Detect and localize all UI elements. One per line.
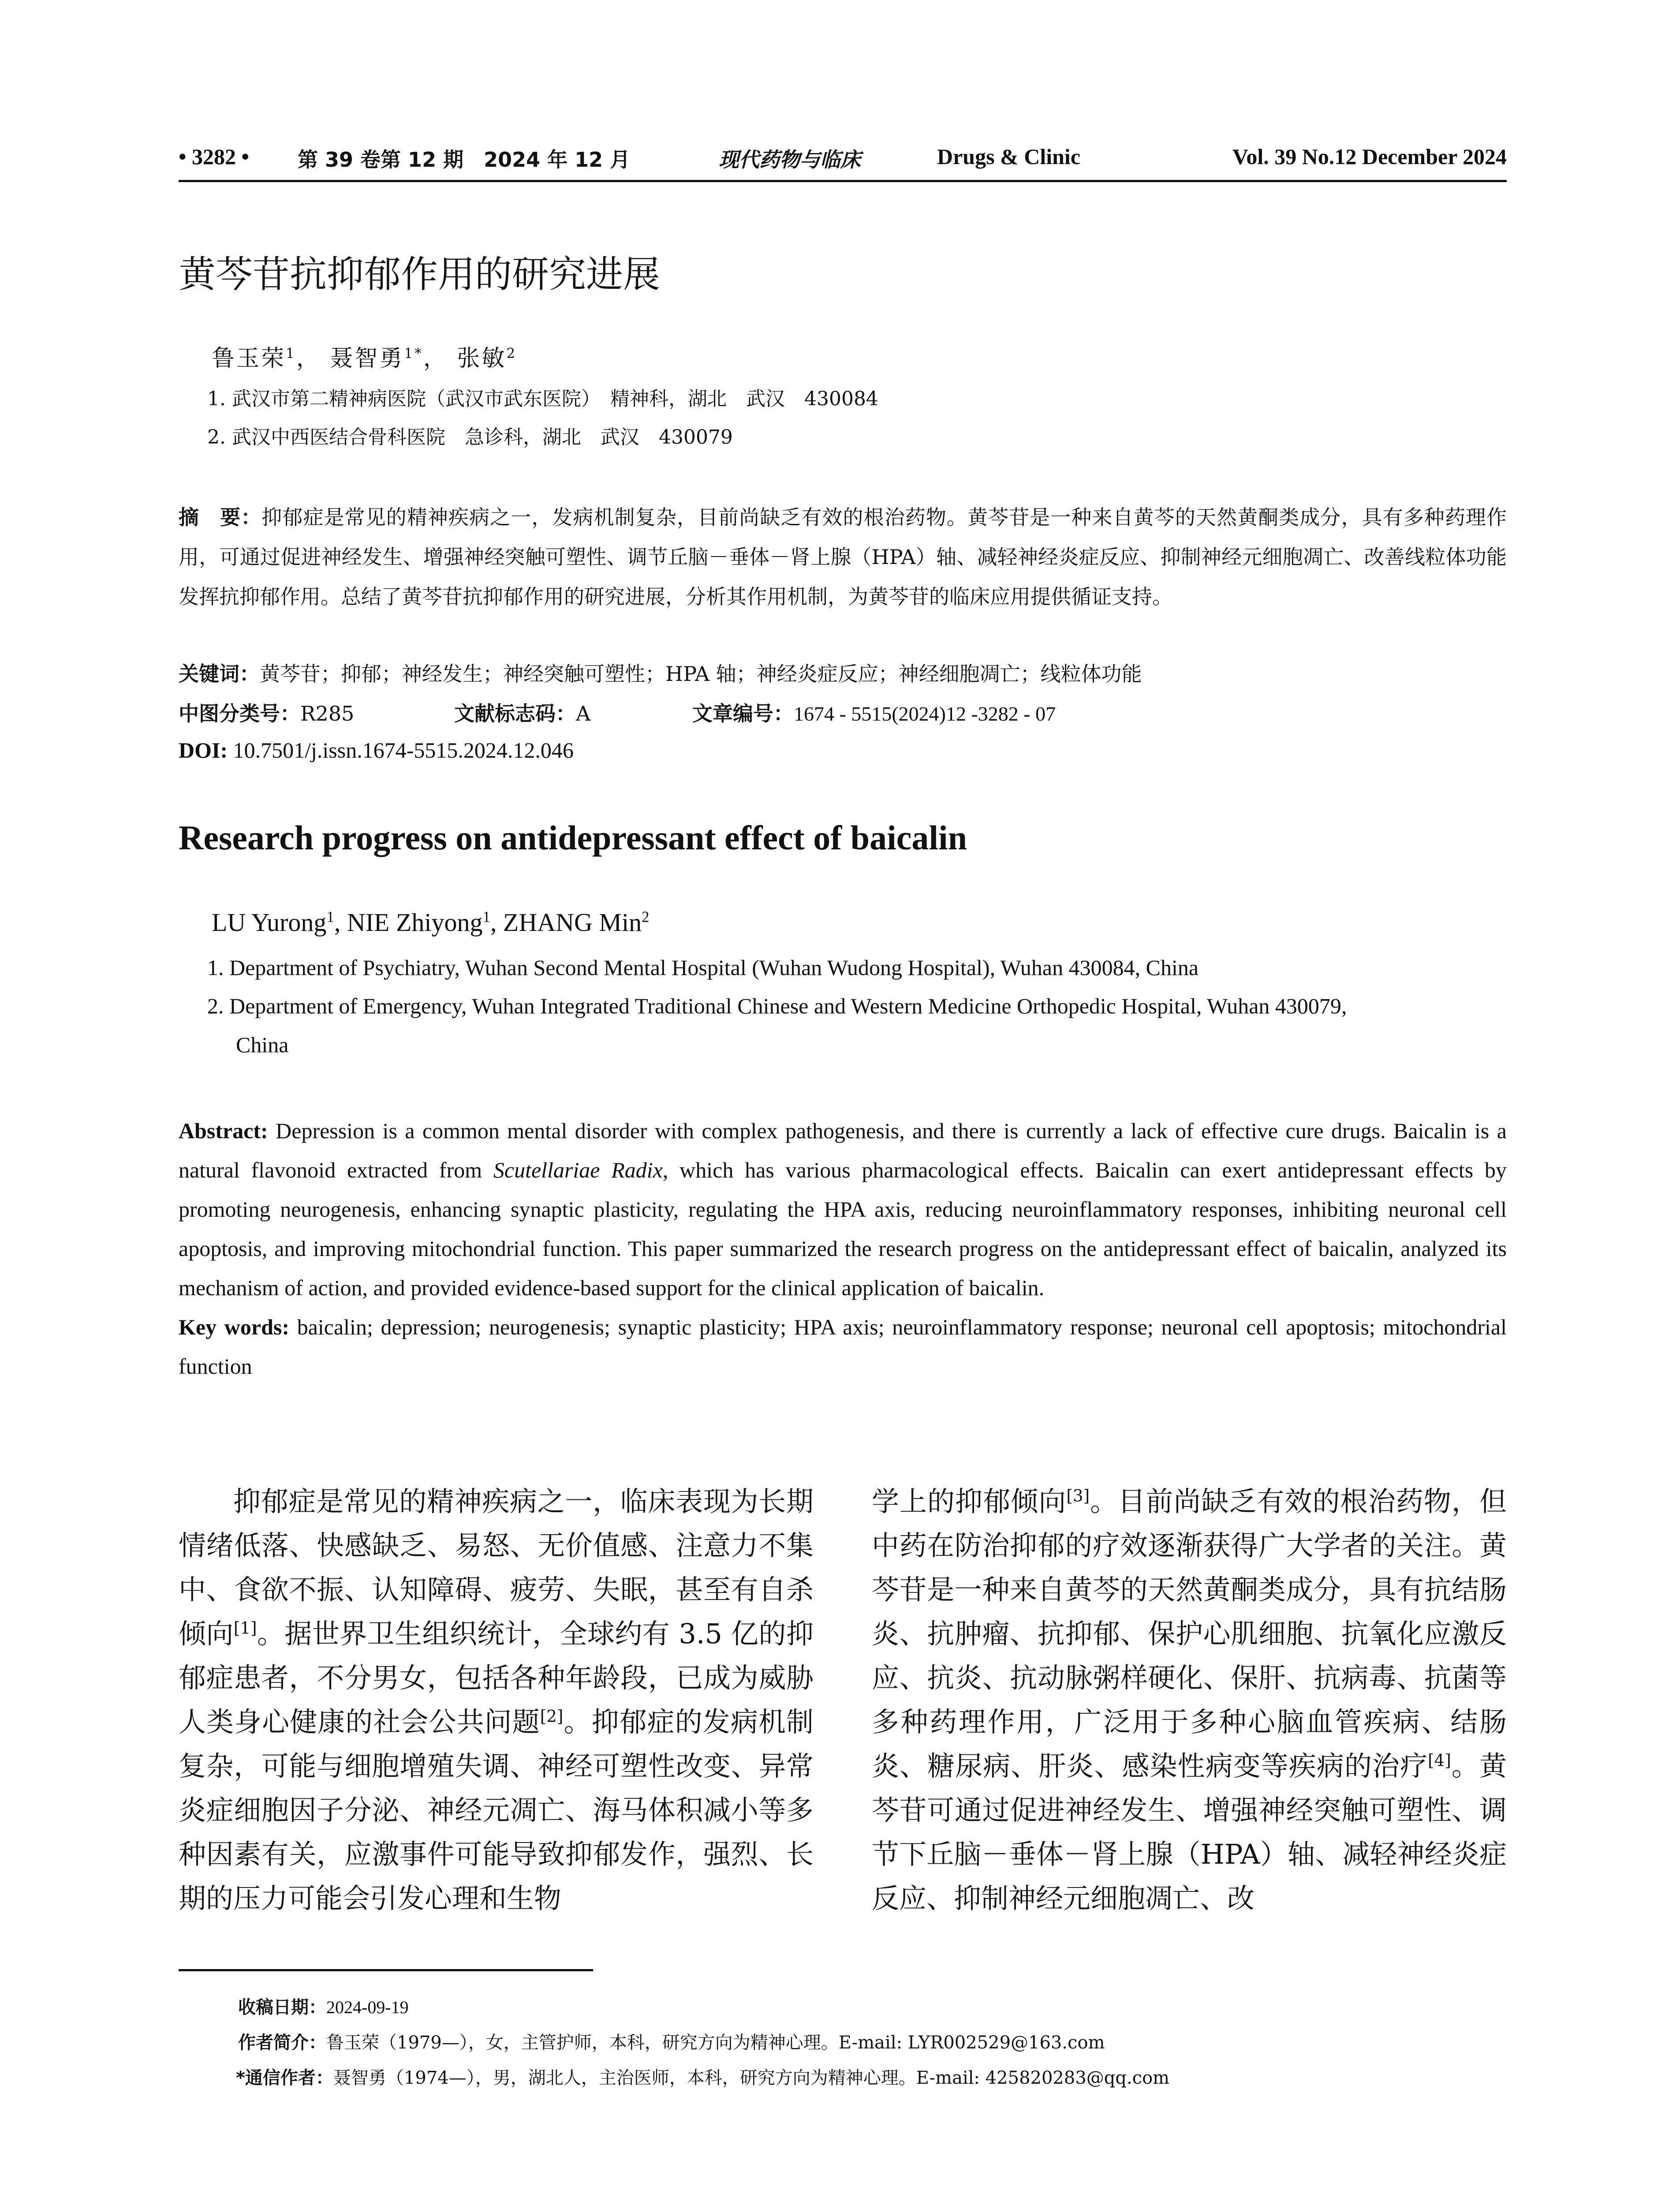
classification-line xyxy=(179,698,354,727)
clc-code: R285 xyxy=(300,702,355,725)
author-bio-label: 作者简介： xyxy=(238,2033,326,2053)
affiliation-cn-1: 1. 武汉市第二精神病医院（武汉市武东医院） 精神科，湖北 武汉 430084 xyxy=(207,388,878,410)
author-affil-mark: 2 xyxy=(506,345,517,362)
article-number: 1674 - 5515(2024)12 -3282 - 07 xyxy=(794,703,1056,725)
keywords-cn xyxy=(179,658,1142,687)
journal-name-cn: 现代药物与临床 xyxy=(719,148,861,172)
abstract-label-en: Abstract: xyxy=(179,1118,268,1143)
received-label: 收稿日期： xyxy=(238,1997,326,2018)
issue-en: Vol. 39 No.12 December 2024 xyxy=(1232,144,1507,169)
doc-code: A xyxy=(576,702,591,725)
page-number: • 3282 • xyxy=(179,144,250,169)
keywords-text-cn: 黄芩苷；抑郁；神经发生；神经突触可塑性；HPA 轴；神经炎症反应；神经细胞凋亡；线粒体功能 xyxy=(260,662,1142,686)
affiliation-en-1: 1. Department of Psychiatry, Wuhan Second Mental Hospital (Wuhan Wudong Hospital), Wuhan 430084, China xyxy=(207,955,1199,980)
author-name: 鲁玉荣 xyxy=(212,345,286,372)
author-affil-mark: 1 xyxy=(482,908,490,926)
body-text: 。黄芩苷可通过促进神经发生、增强神经突触可塑性、调节下丘脑－垂体－肾上腺（HPA）轴、减轻神经炎症反应、抑制神经元细胞凋亡、改 xyxy=(872,1750,1507,1914)
affiliation-en-2: 2. Department of Emergency, Wuhan Integrated Traditional Chinese and Western Medicine Orthopedic Hospital, Wuhan 430079, xyxy=(207,994,1347,1018)
author-affil-mark: 2 xyxy=(642,908,650,926)
footnote-corresponding xyxy=(236,2064,1169,2089)
body-text: 抑郁症是常见的精神疾病之一，临床表现为长期情绪低落、快感缺乏、易怒、无价值感、注意力不集中、食欲不振、认知障碍、疲劳、失眠，甚至有自杀倾向 xyxy=(179,1485,814,1650)
keywords-label-en: Key words: xyxy=(179,1315,289,1339)
abstract-en xyxy=(179,1111,1507,1386)
abstract-text-en: Depression is a common mental disorder with complex pathogenesis, and there is currently a lack of effective cure drugs. Baicalin is a natural flavonoid extracted from xyxy=(179,1118,1507,1182)
keywords-label-cn: 关键词： xyxy=(179,662,260,686)
doi-value[interactable]: 10.7501/j.issn.1674-5515.2024.12.046 xyxy=(233,738,574,762)
citation-ref[interactable]: [2] xyxy=(540,1706,564,1726)
author-name: ZHANG Min xyxy=(503,908,642,937)
body-column-left xyxy=(179,1480,814,1921)
authors-cn: 鲁玉荣$^1$， 聂智勇$^{1*}$， 张敏$^2$ xyxy=(212,345,517,372)
corresponding-author: 聂智勇（1974—），男，湖北人，主治医师，本科，研究方向为精神心理。E-mail: 425820283@qq.com xyxy=(333,2068,1170,2088)
received-date: 2024-09-19 xyxy=(326,1997,409,2017)
keywords-text-en: baicalin; depression; neurogenesis; synaptic plasticity; HPA axis; neuroinflammatory response; neuronal cell apoptosis; mitochondrial function xyxy=(179,1315,1507,1379)
abstract-cn xyxy=(179,497,1507,617)
affiliation-en-2-cont: China xyxy=(236,1032,289,1057)
author-bio: 鲁玉荣（1979—），女，主管护师，本科，研究方向为精神心理。E-mail: LYR002529@163.com xyxy=(326,2033,1105,2053)
corresponding-label: *通信作者： xyxy=(236,2068,333,2088)
author-affil-mark: 1* xyxy=(404,345,423,362)
footnote-author-bio xyxy=(238,2029,1105,2054)
abstract-label-cn: 摘 要： xyxy=(179,505,262,529)
author-name: NIE Zhiyong xyxy=(347,908,483,937)
clc-label: 中图分类号： xyxy=(179,702,300,725)
issue-cn: 第 39 卷第 12 期 2024 年 12 月 xyxy=(298,148,631,172)
article-number-line xyxy=(692,698,1056,727)
author-affil-mark: 1 xyxy=(286,345,296,362)
footnote-rule xyxy=(179,1969,593,1971)
abstract-italic-term: Scutellariae Radix xyxy=(493,1158,663,1182)
body-text: 。据世界卫生组织统计，全球约有 3.5 亿的抑郁症患者，不分男女，包括各种年龄段，已成为威胁人类身心健康的社会公共问题 xyxy=(179,1618,814,1738)
author-name: 张敏 xyxy=(457,345,507,372)
citation-ref[interactable]: [3] xyxy=(1066,1486,1090,1506)
doc-code-line xyxy=(454,698,590,727)
body-text: 。目前尚缺乏有效的根治药物，但中药在防治抑郁的疗效逐渐获得广大学者的关注。黄芩苷是一种来自黄芩的天然黄酮类成分，具有抗结肠炎、抗肿瘤、抗抑郁、保护心肌细胞、抗氧化应激反应、抗炎、抗动脉粥样硬化、保肝、抗病毒、抗菌等多种药理作用，广泛用于多种心脑血管疾病、结肠炎、糖尿病、肝炎、感染性病变等疾病的治疗 xyxy=(872,1485,1507,1782)
body-column-right xyxy=(872,1480,1507,1921)
authors-en: LU Yurong$^1$, NIE Zhiyong$^1$, ZHANG Min$^2$ xyxy=(212,908,650,937)
abstract-text-cn: 抑郁症是常见的精神疾病之一，发病机制复杂，目前尚缺乏有效的根治药物。黄芩苷是一种来自黄芩的天然黄酮类成分，具有多种药理作用，可通过促进神经发生、增强神经突触可塑性、调节丘脑－垂体－肾上腺（HPA）轴、减轻神经炎症反应、抑制神经元细胞凋亡、改善线粒体功能发挥抗抑郁作用。总结了黄芩苷抗抑郁作用的研究进展，分析其作用机制，为黄芩苷的临床应用提供循证支持。 xyxy=(179,505,1507,609)
doi-line xyxy=(179,737,574,763)
doi-label: DOI: xyxy=(179,738,228,762)
doc-code-label: 文献标志码： xyxy=(454,702,576,725)
body-text: 。抑郁症的发病机制复杂，可能与细胞增殖失调、神经可塑性改变、异常炎症细胞因子分泌、神经元凋亡、海马体积减小等多种因素有关，应激事件可能导致抑郁发作，强烈、长期的压力可能会引发心理和生物 xyxy=(179,1706,814,1914)
footnote-received xyxy=(238,1993,409,2018)
body-text: 学上的抑郁倾向 xyxy=(872,1485,1067,1517)
article-title-cn: 黄芩苷抗抑郁作用的研究进展 xyxy=(179,253,661,296)
running-header xyxy=(179,140,1507,182)
citation-ref[interactable]: [1] xyxy=(233,1618,257,1638)
article-number-label: 文章编号： xyxy=(692,702,794,725)
author-name: 聂智勇 xyxy=(330,345,404,372)
abstract-text-en-cont: , which has various pharmacological effects. Baicalin can exert antidepressant effects by promoting neurogenesis, enhancing synaptic plasticity, regulating the HPA axis, reducing neuroinflammatory responses, inhibiting neuronal cell apoptosis, and improving mitochondrial function. This paper summarized the research progress on the antidepressant effect of baicalin, analyzed its mechanism of action, and provided evidence-based support for the clinical application of baicalin. xyxy=(179,1158,1507,1300)
article-title-en: Research progress on antidepressant effect of baicalin xyxy=(179,818,967,857)
journal-name-en: Drugs & Clinic xyxy=(937,144,1080,169)
author-affil-mark: 1 xyxy=(326,908,334,926)
affiliation-cn-2: 2. 武汉中西医结合骨科医院 急诊科，湖北 武汉 430079 xyxy=(207,426,733,448)
author-name: LU Yurong xyxy=(212,908,327,937)
citation-ref[interactable]: [4] xyxy=(1428,1750,1451,1770)
